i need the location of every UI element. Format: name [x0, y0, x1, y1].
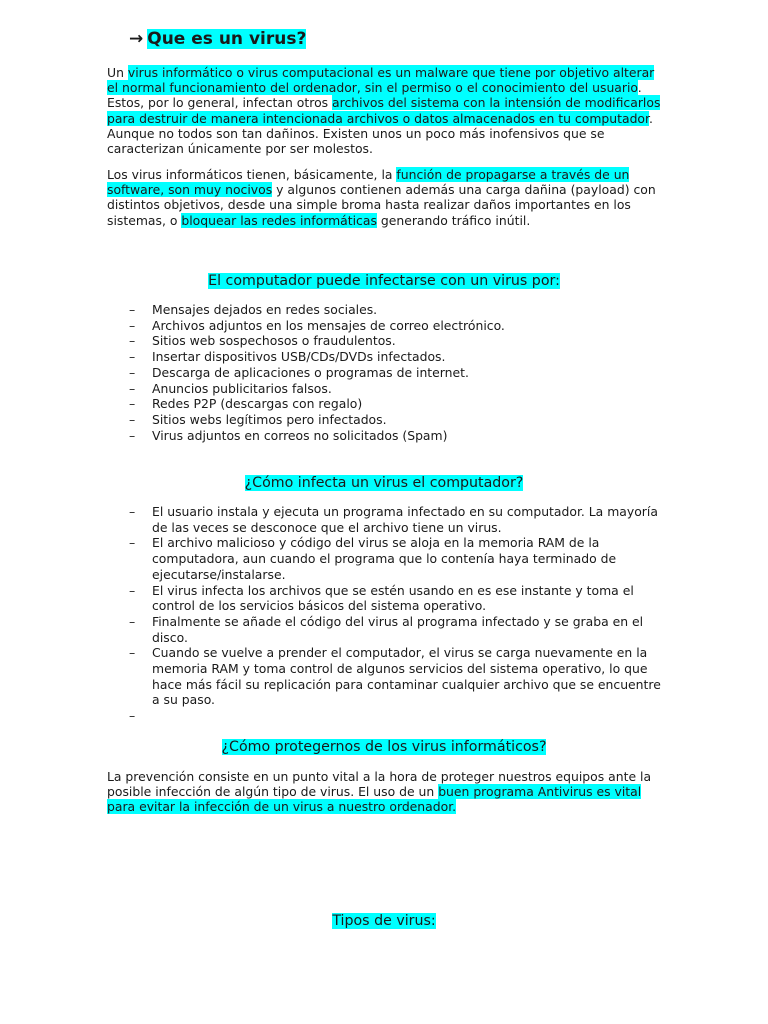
highlighted-text: virus informático o virus computacional es un malware que tiene por objetivo alterar el normal funcionamiento del ordenador, sin el permiso o el conocimiento del usuario: [107, 65, 655, 96]
list-item: – Virus adjuntos en correos no solicitados (Spam): [107, 428, 667, 444]
list-item: – Sitios webs legítimos pero infectados.: [107, 412, 667, 428]
section-heading-infection-sources: [0, 272, 768, 290]
infection-sources-list: [107, 302, 667, 443]
highlighted-text: archivos del sistema con la intensión de modificarlos para destruir de manera intencionada archivos o datos almacenados en tu computador: [107, 95, 661, 126]
heading-text: Tipos de virus:: [332, 913, 436, 929]
heading-text: ¿Cómo infecta un virus el computador?: [244, 475, 524, 491]
text-run: Un: [107, 65, 128, 80]
list-item: – Mensajes dejados en redes sociales.: [107, 302, 667, 318]
list-item: – Sitios web sospechosos o fraudulentos.: [107, 333, 667, 349]
text-run: . Aunque no todos son tan dañinos. Existen unos un poco más inofensivos que se caracterizan únicamente por ser molestos.: [107, 110, 653, 157]
list-item: – El usuario instala y ejecuta un programa infectado en su computador. La mayoría de las veces se desconoce que el archivo tiene un virus.: [107, 504, 667, 535]
title-text: Que es un virus?: [147, 29, 307, 49]
list-item: – Anuncios publicitarios falsos.: [107, 381, 667, 397]
highlighted-text: bloquear las redes informáticas: [181, 212, 377, 228]
list-item: – Redes P2P (descargas con regalo): [107, 396, 667, 412]
text-run: Los virus informáticos tienen, básicamente, la: [107, 167, 397, 182]
section-heading-virus-types: [0, 912, 768, 930]
list-item: – Finalmente se añade el código del virus al programa infectado y se graba en el disco.: [107, 614, 667, 645]
infection-steps-list: [107, 504, 667, 724]
section-heading-protection: [0, 738, 768, 756]
list-item: – El archivo malicioso y código del virus se aloja en la memoria RAM de la computadora, aun cuando el programa que lo contenía haya terminado de ejecutarse/instalarse.: [107, 535, 667, 582]
section-heading-how-infects: [0, 474, 768, 492]
text-run: La prevención consiste en un punto vital a la hora de proteger nuestros equipos ante la posible infección de algún tipo de virus. El uso de un: [107, 769, 652, 800]
heading-text: ¿Cómo protegernos de los virus informáticos?: [221, 739, 547, 755]
protection-paragraph: [107, 769, 667, 815]
page-title: [129, 27, 306, 51]
text-run: y algunos contienen además una carga dañina (payload) con distintos objetivos, desde una simple broma hasta realizar daños importantes en los sistemas, o: [107, 182, 656, 228]
arrow-right-icon: →: [129, 29, 144, 49]
list-item: [107, 708, 667, 724]
intro-paragraph-2: [107, 167, 667, 228]
text-run: . Estos, por lo general, infectan otros: [107, 80, 642, 111]
list-item: – Cuando se vuelve a prender el computador, el virus se carga nuevamente en la memoria RAM y toma control de algunos servicios del sistema operativo, lo que hace más fácil su replicación para contaminar cualquier archivo que se encuentre a su paso.: [107, 645, 667, 708]
list-item: – El virus infecta los archivos que se estén usando en es ese instante y toma el control de los servicios básicos del sistema operativo.: [107, 583, 667, 614]
highlighted-text: buen programa Antivirus es vital para evitar la infección de un virus a nuestro ordenador.: [107, 784, 642, 815]
highlighted-text: función de propagarse a través de un software, son muy nocivos: [107, 167, 630, 198]
list-item: – Insertar dispositivos USB/CDs/DVDs infectados.: [107, 349, 667, 365]
heading-text: El computador puede infectarse con un virus por:: [208, 273, 560, 289]
list-item: – Archivos adjuntos en los mensajes de correo electrónico.: [107, 318, 667, 334]
intro-paragraph-1: [107, 65, 667, 156]
list-item: – Descarga de aplicaciones o programas de internet.: [107, 365, 667, 381]
text-run: generando tráfico inútil.: [376, 212, 531, 228]
